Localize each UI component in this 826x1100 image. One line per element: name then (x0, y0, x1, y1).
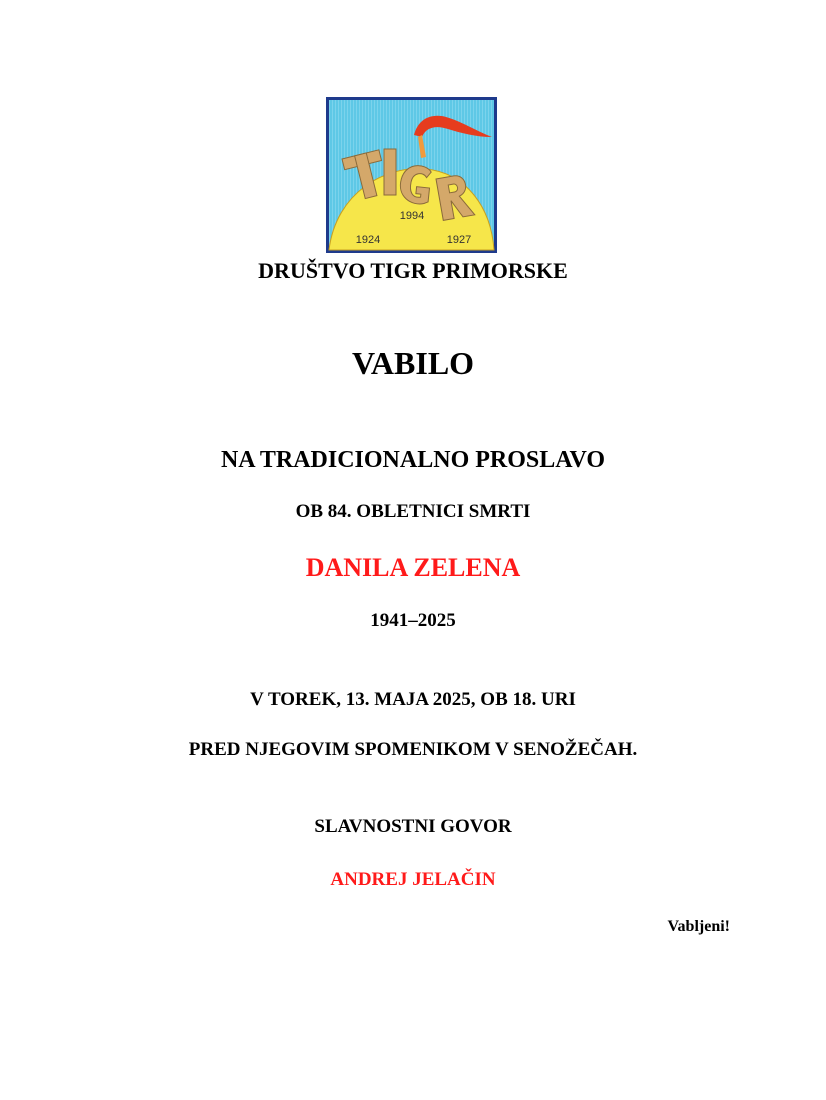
speaker-name: ANDREJ JELAČIN (330, 869, 496, 890)
years-range: 1941–2025 (370, 610, 456, 631)
invitation-title: VABILO (351, 345, 475, 381)
logo-year-right: 1927 (446, 234, 472, 246)
tigr-logo (326, 97, 497, 253)
event-occasion: OB 84. OBLETNICI SMRTI (295, 501, 531, 522)
closing-text: Vabljeni! (667, 918, 730, 935)
event-date-time: V TOREK, 13. MAJA 2025, OB 18. URI (250, 689, 576, 710)
logo-year-left: 1924 (355, 234, 381, 246)
speech-label: SLAVNOSTNI GOVOR (314, 816, 512, 837)
event-subtitle: NA TRADICIONALNO PROSLAVO (220, 447, 606, 473)
honoree-name: DANILA ZELENA (305, 553, 521, 582)
event-location: PRED NJEGOVIM SPOMENIKOM V SENOŽEČAH. (188, 739, 638, 760)
organization-name: DRUŠTVO TIGR PRIMORSKE (258, 258, 568, 283)
logo-year-center: 1994 (399, 210, 425, 222)
